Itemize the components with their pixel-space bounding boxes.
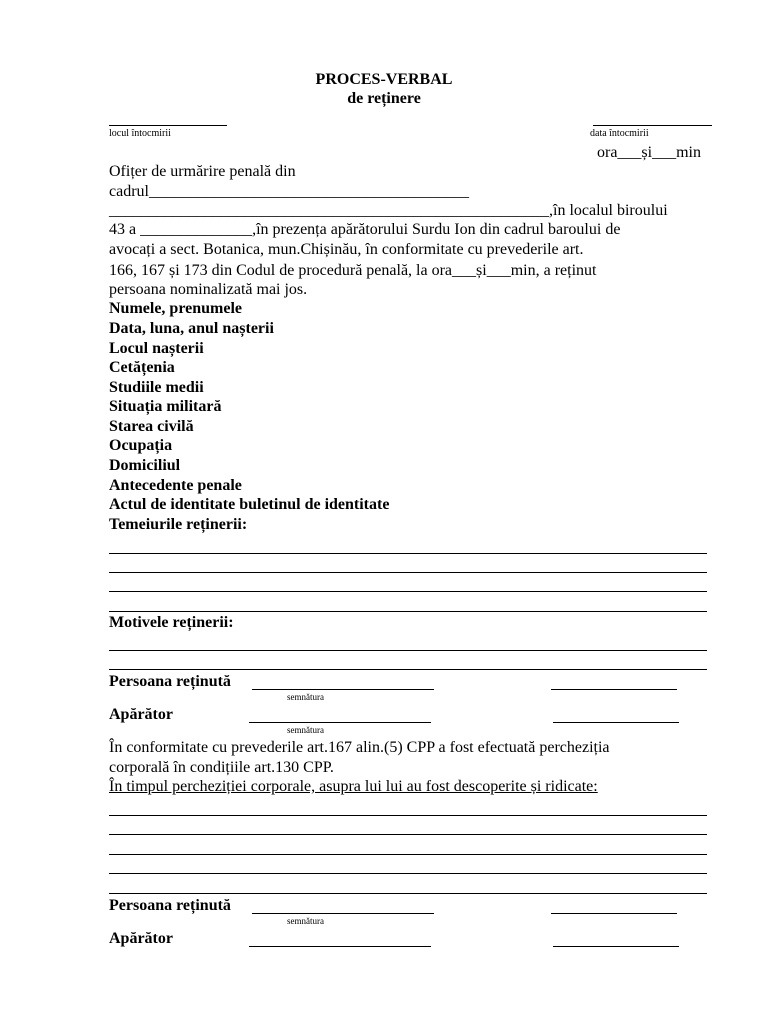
field-identity-document: Actul de identitate buletinul de identitate xyxy=(109,496,390,513)
time-line: ora___și___min xyxy=(597,144,701,161)
motives-blank-line xyxy=(109,669,707,670)
defender-extra-line-2 xyxy=(553,946,679,947)
search-line-1: În conformitate cu prevederile art.167 alin.(5) CPP a fost efectuată percheziția xyxy=(109,739,610,756)
body-line-4: 43 a ______________,în prezența apărătorului Surdu Ion din cadrul baroului de xyxy=(109,221,621,238)
date-label: data întocmirii xyxy=(590,128,649,139)
body-line-5: avocați a sect. Botanica, mun.Chișinău, în conformitate cu prevederile art. xyxy=(109,241,584,258)
signature-caption: semnătura xyxy=(287,725,324,735)
field-citizenship: Cetățenia xyxy=(109,359,175,376)
motives-label: Motivele reținerii: xyxy=(109,614,234,631)
person-extra-line-2 xyxy=(551,913,677,914)
grounds-blank-line xyxy=(109,611,707,612)
field-occupation: Ocupația xyxy=(109,437,173,454)
defender-signature-line xyxy=(249,722,431,723)
items-blank-line xyxy=(109,893,707,894)
field-military: Situația militară xyxy=(109,398,222,415)
person-signature-line-2 xyxy=(252,913,434,914)
items-blank-line xyxy=(109,873,707,874)
signature-caption: semnătura xyxy=(287,916,324,926)
place-blank-line xyxy=(109,125,227,126)
defender-label: Apărător xyxy=(109,706,173,723)
body-line-6: 166, 167 și 173 din Codul de procedură penală, la ora___și___min, a reținut xyxy=(109,262,597,279)
grounds-blank-line xyxy=(109,572,707,573)
body-line-3: _______________________________________________________,în localul biroului xyxy=(109,202,668,219)
document-title: PROCES-VERBAL xyxy=(315,71,453,88)
field-birth-place: Locul nașterii xyxy=(109,340,204,357)
signature-caption: semnătura xyxy=(287,692,324,702)
grounds-blank-line xyxy=(109,553,707,554)
defender-label-2: Apărător xyxy=(109,930,173,947)
items-blank-line xyxy=(109,815,707,816)
person-detained-label-2: Persoana reținută xyxy=(109,897,231,914)
defender-extra-line xyxy=(553,722,679,723)
search-line-2: corporală în condițiile art.130 CPP. xyxy=(109,759,334,776)
defender-signature-line-2 xyxy=(249,946,431,947)
body-line-2: cadrul________________________________________ xyxy=(109,183,469,200)
document-subtitle: de reținere xyxy=(347,90,421,107)
body-line-7: persoana nominalizată mai jos. xyxy=(109,281,308,298)
field-grounds: Temeiurile reținerii: xyxy=(109,516,248,533)
body-line-1: Ofițer de urmărire penală din xyxy=(109,163,296,180)
field-domicile: Domiciliul xyxy=(109,457,181,474)
search-line-3: În timpul percheziției corporale, asupra lui lui au fost descoperite și ridicate: xyxy=(109,778,598,795)
place-label: locul întocmirii xyxy=(109,128,171,139)
field-civil-status: Starea civilă xyxy=(109,418,194,435)
field-birth-date: Data, luna, anul nașterii xyxy=(109,320,274,337)
date-blank-line xyxy=(593,125,712,126)
items-blank-line xyxy=(109,834,707,835)
person-extra-line xyxy=(551,689,677,690)
field-criminal-record: Antecedente penale xyxy=(109,477,242,494)
grounds-blank-line xyxy=(109,591,707,592)
person-signature-line xyxy=(252,689,434,690)
field-studies: Studiile medii xyxy=(109,379,204,396)
field-name: Numele, prenumele xyxy=(109,300,243,317)
items-blank-line xyxy=(109,854,707,855)
motives-blank-line xyxy=(109,650,707,651)
person-detained-label: Persoana reținută xyxy=(109,673,231,690)
